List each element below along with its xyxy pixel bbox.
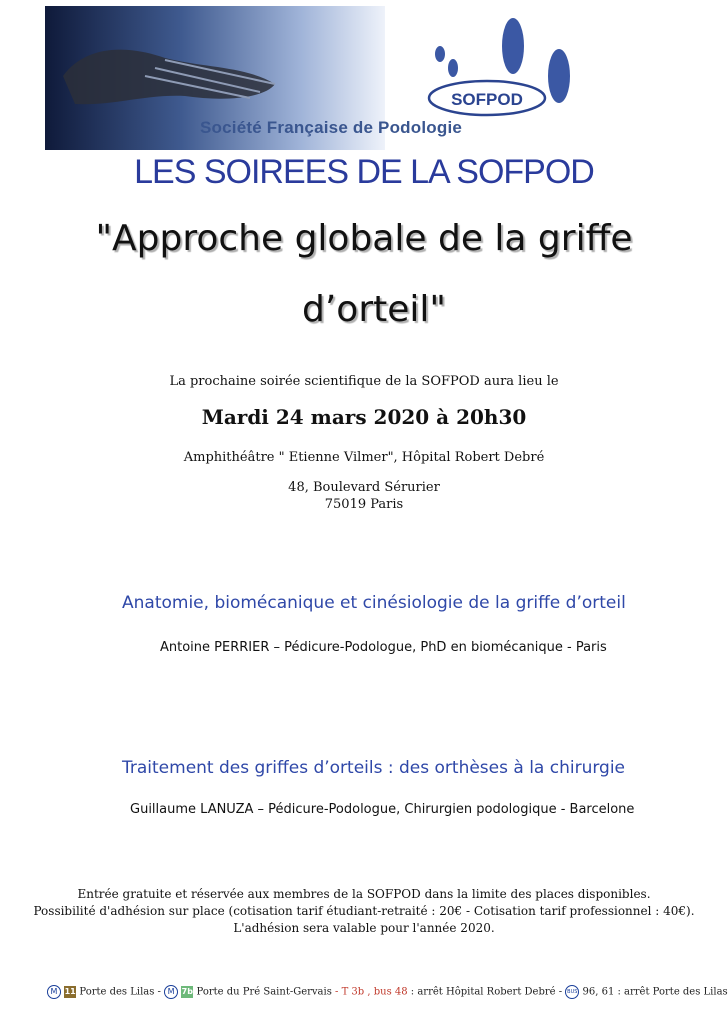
event-title-line1: "Approche globale de la griffe [95, 218, 633, 259]
stop-pre-saint-gervais: Porte du Pré Saint-Gervais [196, 986, 332, 998]
logo-text: SOFPOD [451, 90, 523, 109]
footer-line3: L'adhésion sera valable pour l'année 2020. [233, 921, 495, 935]
transport-info [47, 985, 727, 999]
talk-title-2: Traitement des griffes d’orteils : des orthèses à la chirurgie [122, 758, 626, 778]
metro-icon: M [47, 985, 61, 999]
talk-title-1: Anatomie, biomécanique et cinésiologie de la griffe d’orteil [122, 593, 626, 613]
event-title-line2: d’orteil" [302, 289, 446, 330]
bus-icon: BUS [565, 985, 579, 999]
metro-icon-2: M [164, 985, 178, 999]
tram-bus-lines: - T 3b , bus 48 [331, 986, 411, 998]
society-name: Société Française de Podologie [200, 118, 463, 137]
line-7bis-icon: 7b [181, 987, 193, 996]
event-address-line2: 75019 Paris [324, 497, 404, 512]
footer-line1: Entrée gratuite et réservée aux membres de la SOFPOD dans la limite des places disponibles. [77, 887, 651, 901]
event-intro: La prochaine soirée scientifique de la SOFPOD aura lieu le [169, 374, 559, 389]
stop-robert-debre: : arrêt Hôpital Robert Debré - [410, 986, 563, 998]
event-address-line1: 48, Boulevard Sérurier [288, 480, 440, 495]
stop-porte-des-lilas-bus: 96, 61 : arrêt Porte des Lilas [582, 986, 728, 998]
event-date: Mardi 24 mars 2020 à 20h30 [201, 405, 527, 429]
talk-speaker-2: Guillaume LANUZA – Pédicure-Podologue, Chirurgien podologique - Barcelone [130, 802, 635, 817]
event-venue: Amphithéâtre " Etienne Vilmer", Hôpital Robert Debré [183, 450, 545, 465]
stop-porte-des-lilas: Porte des Lilas - [79, 986, 161, 998]
talk-speaker-1: Antoine PERRIER – Pédicure-Podologue, PhD en biomécanique - Paris [160, 640, 607, 655]
footer-line2: Possibilité d'adhésion sur place (cotisation tarif étudiant-retraité : 20€ - Cotisation tarif professionnel : 40€). [33, 904, 695, 918]
sofpod-logo [385, 6, 585, 150]
page-headline: LES SOIREES DE LA SOFPOD [134, 153, 594, 191]
line-11-icon: 11 [64, 987, 76, 996]
